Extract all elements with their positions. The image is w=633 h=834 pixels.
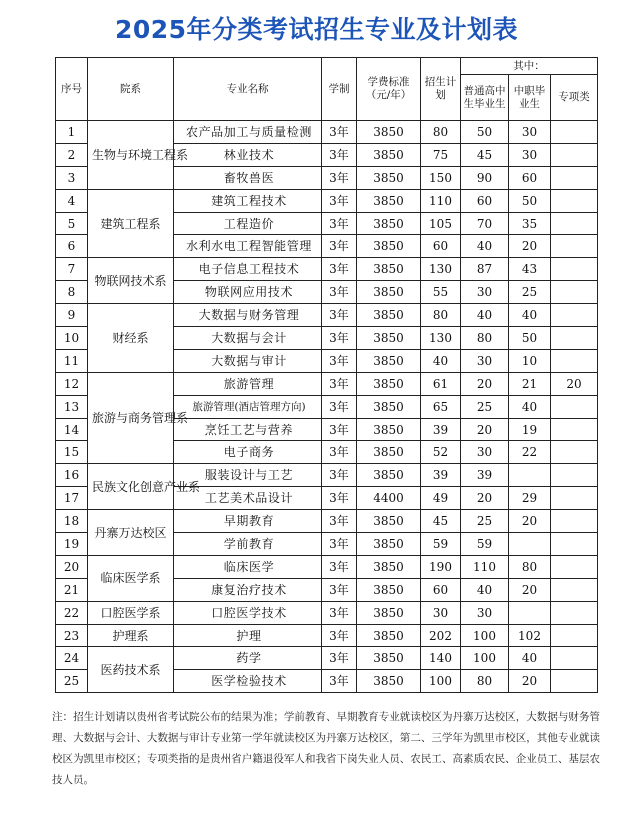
- row-vocational: [509, 533, 551, 556]
- row-vocational: [509, 601, 551, 624]
- row-duration: 3年: [322, 189, 357, 212]
- row-duration: 3年: [322, 143, 357, 166]
- row-special: [551, 304, 598, 327]
- row-vocational: 80: [509, 555, 551, 578]
- row-duration: 3年: [322, 510, 357, 533]
- row-plan: 100: [421, 670, 461, 693]
- row-special: [551, 327, 598, 350]
- row-special: [551, 533, 598, 556]
- department-name: 旅游与商务管理系: [88, 372, 174, 464]
- row-plan: 105: [421, 212, 461, 235]
- row-vocational: 10: [509, 349, 551, 372]
- row-seq: 16: [56, 464, 88, 487]
- department-name: 民族文化创意产业系: [88, 464, 174, 510]
- row-special: [551, 281, 598, 304]
- row-general-hs: 30: [461, 601, 509, 624]
- row-plan: 130: [421, 327, 461, 350]
- row-seq: 3: [56, 166, 88, 189]
- row-duration: 3年: [322, 533, 357, 556]
- table-row: [56, 189, 598, 212]
- table-row: [56, 624, 598, 647]
- row-plan: 40: [421, 349, 461, 372]
- major-name: 服装设计与工艺: [174, 464, 322, 487]
- row-duration: 3年: [322, 441, 357, 464]
- row-general-hs: 25: [461, 395, 509, 418]
- row-fee: 3850: [357, 349, 421, 372]
- row-fee: 3850: [357, 372, 421, 395]
- row-fee: 3850: [357, 143, 421, 166]
- major-name: 护理: [174, 624, 322, 647]
- major-name: 电子商务: [174, 441, 322, 464]
- row-duration: 3年: [322, 235, 357, 258]
- row-vocational: 50: [509, 327, 551, 350]
- row-general-hs: 100: [461, 647, 509, 670]
- row-special: [551, 624, 598, 647]
- row-general-hs: 30: [461, 349, 509, 372]
- row-seq: 11: [56, 349, 88, 372]
- row-duration: 3年: [322, 624, 357, 647]
- row-vocational: 20: [509, 510, 551, 533]
- row-plan: 80: [421, 304, 461, 327]
- department-name: 丹寨万达校区: [88, 510, 174, 556]
- department-name: 财经系: [88, 304, 174, 373]
- row-special: [551, 121, 598, 144]
- major-name: 建筑工程技术: [174, 189, 322, 212]
- row-seq: 17: [56, 487, 88, 510]
- table-body: [56, 121, 598, 693]
- row-special: [551, 578, 598, 601]
- table-row: [56, 121, 598, 144]
- row-special: [551, 510, 598, 533]
- major-name: 旅游管理(酒店管理方向): [174, 395, 322, 418]
- major-name: 口腔医学技术: [174, 601, 322, 624]
- row-seq: 8: [56, 281, 88, 304]
- row-special: [551, 143, 598, 166]
- row-fee: 3850: [357, 624, 421, 647]
- row-duration: 3年: [322, 395, 357, 418]
- row-fee: 3850: [357, 212, 421, 235]
- row-special: [551, 235, 598, 258]
- major-name: 物联网应用技术: [174, 281, 322, 304]
- row-general-hs: 59: [461, 533, 509, 556]
- row-seq: 18: [56, 510, 88, 533]
- row-special: [551, 212, 598, 235]
- row-fee: 4400: [357, 487, 421, 510]
- row-special: [551, 464, 598, 487]
- row-general-hs: 60: [461, 189, 509, 212]
- header-major: 专业名称: [174, 58, 322, 121]
- row-fee: 3850: [357, 441, 421, 464]
- major-name: 医学检验技术: [174, 670, 322, 693]
- row-vocational: 20: [509, 670, 551, 693]
- row-seq: 12: [56, 372, 88, 395]
- row-fee: 3850: [357, 418, 421, 441]
- enrollment-plan-table: [55, 57, 598, 693]
- row-fee: 3850: [357, 555, 421, 578]
- table-row: [56, 601, 598, 624]
- major-name: 林业技术: [174, 143, 322, 166]
- major-name: 农产品加工与质量检测: [174, 121, 322, 144]
- row-general-hs: 80: [461, 327, 509, 350]
- row-duration: 3年: [322, 555, 357, 578]
- row-vocational: 43: [509, 258, 551, 281]
- row-plan: 39: [421, 464, 461, 487]
- row-special: [551, 647, 598, 670]
- row-plan: 30: [421, 601, 461, 624]
- row-seq: 15: [56, 441, 88, 464]
- row-duration: 3年: [322, 327, 357, 350]
- table-row: [56, 647, 598, 670]
- table-row: [56, 304, 598, 327]
- row-fee: 3850: [357, 601, 421, 624]
- major-name: 旅游管理: [174, 372, 322, 395]
- department-name: 临床医学系: [88, 555, 174, 601]
- row-vocational: 60: [509, 166, 551, 189]
- row-special: [551, 418, 598, 441]
- row-seq: 2: [56, 143, 88, 166]
- row-plan: 190: [421, 555, 461, 578]
- row-duration: 3年: [322, 464, 357, 487]
- row-plan: 60: [421, 578, 461, 601]
- row-duration: 3年: [322, 166, 357, 189]
- row-duration: 3年: [322, 418, 357, 441]
- row-general-hs: 20: [461, 418, 509, 441]
- row-seq: 20: [56, 555, 88, 578]
- major-name: 水利水电工程智能管理: [174, 235, 322, 258]
- row-plan: 202: [421, 624, 461, 647]
- row-seq: 13: [56, 395, 88, 418]
- row-vocational: 30: [509, 143, 551, 166]
- row-seq: 24: [56, 647, 88, 670]
- row-vocational: 35: [509, 212, 551, 235]
- major-name: 大数据与审计: [174, 349, 322, 372]
- row-vocational: 40: [509, 395, 551, 418]
- row-plan: 45: [421, 510, 461, 533]
- header-of-which: 其中：: [461, 58, 598, 75]
- row-general-hs: 50: [461, 121, 509, 144]
- major-name: 大数据与会计: [174, 327, 322, 350]
- row-plan: 65: [421, 395, 461, 418]
- row-special: [551, 166, 598, 189]
- row-general-hs: 45: [461, 143, 509, 166]
- row-plan: 61: [421, 372, 461, 395]
- row-vocational: 40: [509, 304, 551, 327]
- major-name: 电子信息工程技术: [174, 258, 322, 281]
- row-general-hs: 30: [461, 441, 509, 464]
- row-fee: 3850: [357, 533, 421, 556]
- row-general-hs: 40: [461, 235, 509, 258]
- row-seq: 1: [56, 121, 88, 144]
- row-fee: 3850: [357, 395, 421, 418]
- row-plan: 52: [421, 441, 461, 464]
- row-vocational: 21: [509, 372, 551, 395]
- major-name: 工程造价: [174, 212, 322, 235]
- major-name: 临床医学: [174, 555, 322, 578]
- row-general-hs: 87: [461, 258, 509, 281]
- row-fee: 3850: [357, 235, 421, 258]
- header-fee: 学费标准（元/年）: [357, 58, 421, 121]
- row-fee: 3850: [357, 281, 421, 304]
- major-name: 学前教育: [174, 533, 322, 556]
- row-seq: 6: [56, 235, 88, 258]
- row-vocational: 40: [509, 647, 551, 670]
- row-fee: 3850: [357, 670, 421, 693]
- row-plan: 39: [421, 418, 461, 441]
- department-name: 物联网技术系: [88, 258, 174, 304]
- row-plan: 49: [421, 487, 461, 510]
- row-plan: 55: [421, 281, 461, 304]
- row-vocational: 50: [509, 189, 551, 212]
- row-seq: 23: [56, 624, 88, 647]
- row-fee: 3850: [357, 327, 421, 350]
- row-plan: 150: [421, 166, 461, 189]
- row-general-hs: 40: [461, 578, 509, 601]
- row-fee: 3850: [357, 464, 421, 487]
- row-duration: 3年: [322, 647, 357, 670]
- row-special: [551, 189, 598, 212]
- row-vocational: 22: [509, 441, 551, 464]
- row-duration: 3年: [322, 372, 357, 395]
- row-special: [551, 487, 598, 510]
- row-plan: 130: [421, 258, 461, 281]
- row-seq: 21: [56, 578, 88, 601]
- row-vocational: 20: [509, 578, 551, 601]
- row-seq: 5: [56, 212, 88, 235]
- row-duration: 3年: [322, 258, 357, 281]
- row-plan: 80: [421, 121, 461, 144]
- major-name: 康复治疗技术: [174, 578, 322, 601]
- row-special: [551, 555, 598, 578]
- table-row: [56, 464, 598, 487]
- row-general-hs: 20: [461, 372, 509, 395]
- row-duration: 3年: [322, 578, 357, 601]
- row-fee: 3850: [357, 578, 421, 601]
- row-seq: 7: [56, 258, 88, 281]
- row-duration: 3年: [322, 212, 357, 235]
- row-plan: 140: [421, 647, 461, 670]
- department-name: 医药技术系: [88, 647, 174, 693]
- row-special: [551, 395, 598, 418]
- row-seq: 10: [56, 327, 88, 350]
- row-general-hs: 30: [461, 281, 509, 304]
- row-vocational: 102: [509, 624, 551, 647]
- row-duration: 3年: [322, 601, 357, 624]
- row-seq: 4: [56, 189, 88, 212]
- page-title: 2025年分类考试招生专业及计划表: [114, 15, 519, 44]
- row-general-hs: 110: [461, 555, 509, 578]
- row-general-hs: 90: [461, 166, 509, 189]
- header-vocational: 中职毕业生: [509, 75, 551, 121]
- department-name: 建筑工程系: [88, 189, 174, 258]
- row-fee: 3850: [357, 189, 421, 212]
- row-general-hs: 100: [461, 624, 509, 647]
- header-general-hs: 普通高中生毕业生: [461, 75, 509, 121]
- header-plan: 招生计划: [421, 58, 461, 121]
- row-plan: 60: [421, 235, 461, 258]
- row-special: [551, 441, 598, 464]
- department-name: 口腔医学系: [88, 601, 174, 624]
- row-seq: 25: [56, 670, 88, 693]
- row-general-hs: 80: [461, 670, 509, 693]
- table-row: [56, 510, 598, 533]
- header-department: 院系: [88, 58, 174, 121]
- row-plan: 59: [421, 533, 461, 556]
- row-general-hs: 25: [461, 510, 509, 533]
- row-duration: 3年: [322, 349, 357, 372]
- major-name: 工艺美术品设计: [174, 487, 322, 510]
- row-fee: 3850: [357, 304, 421, 327]
- table-row: [56, 258, 598, 281]
- row-duration: 3年: [322, 281, 357, 304]
- major-name: 畜牧兽医: [174, 166, 322, 189]
- row-general-hs: 20: [461, 487, 509, 510]
- major-name: 烹饪工艺与营养: [174, 418, 322, 441]
- header-special: 专项类: [551, 75, 598, 121]
- row-special: [551, 670, 598, 693]
- table-row: [56, 555, 598, 578]
- footnote: 注：招生计划请以贵州省考试院公布的结果为准；学前教育、早期教育专业就读校区为丹寨万达校区，大数据与财务管理、大数据与会计、大数据与审计专业第一学年就读校区为丹寨万达校区，第二、三学年为凯里市校区，其他专业就读校区为凯里市校区；专项类指的是贵州省户籍退役军人和我省下岗失业人员、农民工、高素质农民、企业员工、基层农技人员。: [52, 711, 600, 786]
- row-vocational: 20: [509, 235, 551, 258]
- row-plan: 110: [421, 189, 461, 212]
- header-duration: 学制: [322, 58, 357, 121]
- row-fee: 3850: [357, 510, 421, 533]
- row-seq: 19: [56, 533, 88, 556]
- row-seq: 22: [56, 601, 88, 624]
- row-seq: 14: [56, 418, 88, 441]
- row-vocational: 29: [509, 487, 551, 510]
- table-row: [56, 372, 598, 395]
- row-general-hs: 40: [461, 304, 509, 327]
- row-vocational: 19: [509, 418, 551, 441]
- row-general-hs: 39: [461, 464, 509, 487]
- row-vocational: 25: [509, 281, 551, 304]
- row-fee: 3850: [357, 258, 421, 281]
- row-duration: 3年: [322, 121, 357, 144]
- row-duration: 3年: [322, 304, 357, 327]
- row-fee: 3850: [357, 166, 421, 189]
- row-vocational: 30: [509, 121, 551, 144]
- row-duration: 3年: [322, 487, 357, 510]
- row-plan: 75: [421, 143, 461, 166]
- row-seq: 9: [56, 304, 88, 327]
- row-general-hs: 70: [461, 212, 509, 235]
- row-special: [551, 349, 598, 372]
- department-name: 生物与环境工程系: [88, 121, 174, 190]
- row-special: 20: [551, 372, 598, 395]
- row-duration: 3年: [322, 670, 357, 693]
- row-special: [551, 258, 598, 281]
- header-seq: 序号: [56, 58, 88, 121]
- major-name: 大数据与财务管理: [174, 304, 322, 327]
- row-vocational: [509, 464, 551, 487]
- row-fee: 3850: [357, 647, 421, 670]
- row-fee: 3850: [357, 121, 421, 144]
- row-special: [551, 601, 598, 624]
- major-name: 药学: [174, 647, 322, 670]
- department-name: 护理系: [88, 624, 174, 647]
- major-name: 早期教育: [174, 510, 322, 533]
